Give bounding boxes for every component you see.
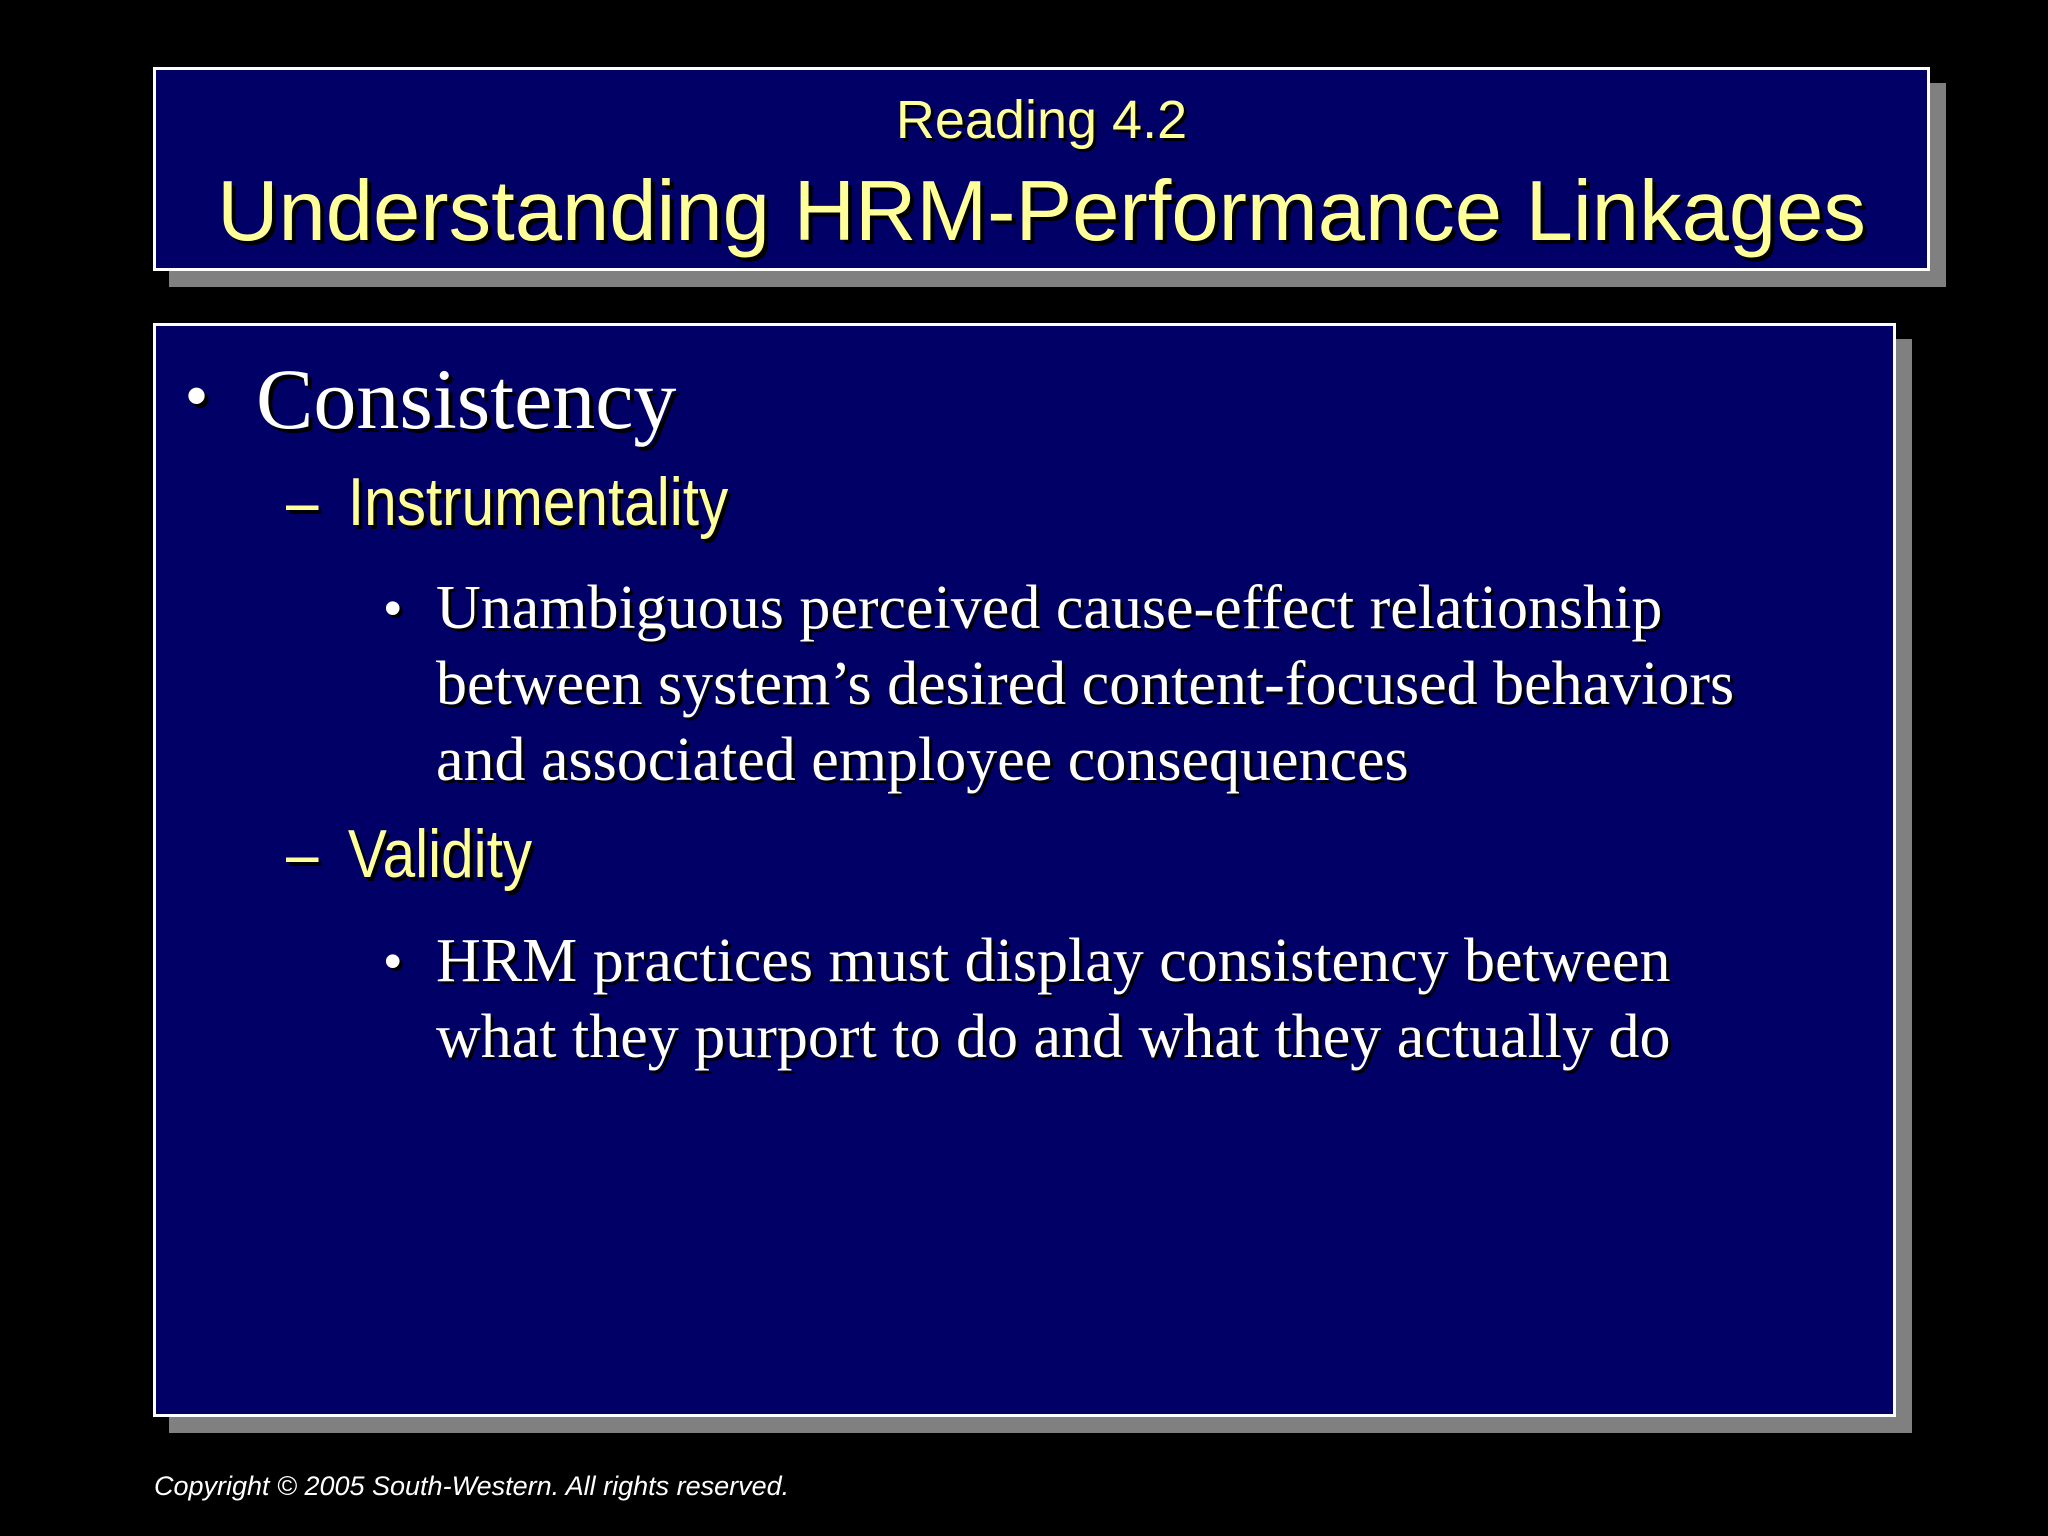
content-panel [153,323,1896,1417]
title-panel [153,67,1930,271]
dash-icon: – [286,816,319,892]
sub-bullet-label: Instrumentality [347,464,729,540]
main-bullet-text: Consistency [256,351,677,447]
main-bullet [186,346,676,449]
slide-subtitle: Reading 4.2 [895,90,1188,150]
detail-bullet-instrumentality [384,570,1804,798]
detail-bullet-validity [384,923,1804,1075]
bullet-icon: • [186,362,208,429]
slide-title: Understanding HRM-Performance Linkages [217,164,1866,259]
sub-bullet-label: Validity [347,816,533,892]
sub-bullet-instrumentality [286,462,728,542]
bullet-icon: • [384,933,402,989]
detail-bullet-text: Unambiguous perceived cause-effect relationship between system’s desired content-focused behaviors and associated employee consequences [436,574,1735,794]
bullet-icon: • [384,580,402,636]
copyright-footer: Copyright © 2005 South-Western. All rights reserved. [154,1471,790,1501]
sub-bullet-validity [286,814,532,894]
dash-icon: – [286,464,319,540]
detail-bullet-text: HRM practices must display consistency between what they purport to do and what they actually do [436,927,1671,1071]
